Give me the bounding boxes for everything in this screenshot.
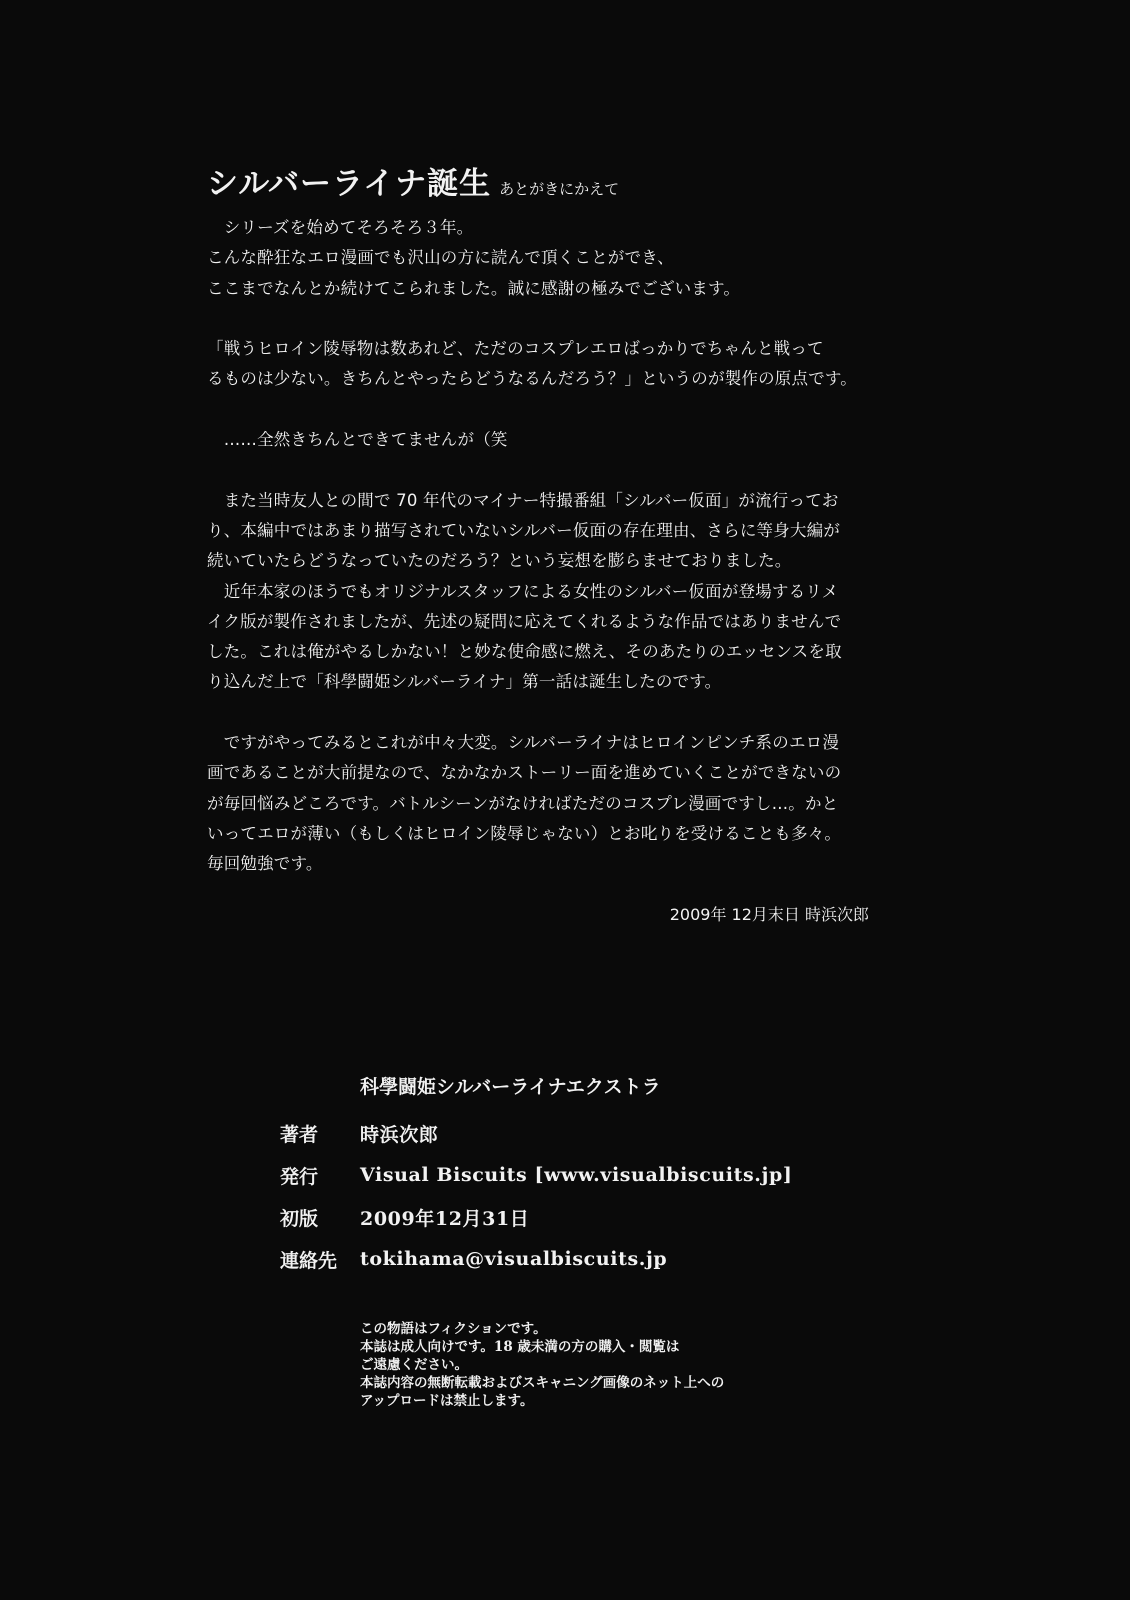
- colophon-value: Visual Biscuits [www.visualbiscuits.jp]: [360, 1164, 793, 1186]
- afterword-paragraph: [207, 425, 887, 455]
- colophon-value: 2009年12月31日: [360, 1207, 530, 1230]
- text-line: こんな酔狂なエロ漫画でも沢山の方に読んで頂くことができ、: [207, 248, 674, 268]
- afterword-section: [207, 158, 887, 925]
- text-line: いってエロが薄い（もしくはヒロイン陵辱じゃない）とお叱りを受けることも多々。: [207, 823, 842, 843]
- colophon-row-publisher: [280, 1154, 792, 1196]
- text-line: した。これは俺がやるしかない！と妙な使命感に燃え、そのあたりのエッセンスを取: [207, 642, 842, 662]
- notice-line: アップロードは禁止します。: [360, 1393, 534, 1409]
- afterword-paragraph: [207, 213, 887, 304]
- colophon-label: 著者: [280, 1123, 319, 1146]
- afterword-title: シルバーライナ誕生: [207, 166, 492, 202]
- notice-line: 本誌内容の無断転載およびスキャニング画像のネット上への: [360, 1375, 725, 1391]
- text-line: り、本編中ではあまり描写されていないシルバー仮面の存在理由、さらに等身大編が: [207, 520, 841, 540]
- colophon-book-title: 科學闘姫シルバーライナエクストラ: [360, 1076, 661, 1098]
- notice-line: ご遠慮ください。: [360, 1357, 468, 1373]
- colophon-label: 初版: [280, 1207, 319, 1230]
- colophon-row-contact: [280, 1238, 792, 1280]
- afterword-paragraph: [207, 486, 887, 698]
- text-line: 続いていたらどうなっていたのだろう？という妄想を膨らませておりました。: [207, 551, 792, 571]
- paragraph-gap: [207, 455, 887, 485]
- text-line: り込んだ上で「科學闘姫シルバーライナ」第一話は誕生したのです。: [207, 672, 722, 692]
- text-line: るものは少ない。きちんとやったらどうなるんだろう？」というのが製作の原点です。: [207, 369, 857, 389]
- text-line: ……全然きちんとできてませんが（笑: [207, 430, 508, 450]
- paragraph-gap: [207, 395, 887, 425]
- afterword-heading: [207, 158, 887, 203]
- text-line: イク版が製作されましたが、先述の疑問に応えてくれるような作品ではありませんで: [207, 611, 842, 631]
- afterword-subtitle: あとがきにかえて: [499, 180, 620, 198]
- text-line: ここまでなんとか続けてこられました。誠に感謝の極みでございます。: [207, 278, 741, 298]
- colophon-row-first-edition: [280, 1196, 792, 1238]
- colophon-label: 発行: [280, 1165, 319, 1188]
- colophon-label: 連絡先: [280, 1249, 338, 1272]
- colophon: [280, 1070, 792, 1280]
- colophon-value: 時浜次郎: [360, 1123, 439, 1146]
- text-line: ですがやってみるとこれが中々大変。シルバーライナはヒロインピンチ系のエロ漫: [207, 733, 840, 753]
- colophon-value: tokihama@visualbiscuits.jp: [360, 1248, 668, 1270]
- text-line: シリーズを始めてそろそろ３年。: [207, 218, 474, 237]
- afterword-signature: 2009年 12月末日 時浜次郎: [669, 904, 869, 924]
- afterword-paragraph: [207, 334, 887, 395]
- text-line: 「戦うヒロイン陵辱物は数あれど、ただのコスプレエロばっかりでちゃんと戦って: [207, 339, 824, 359]
- text-line: が毎回悩みどころです。バトルシーンがなければただのコスプレ漫画ですし…。かと: [207, 793, 839, 813]
- text-line: 画であることが大前提なので、なかなかストーリー面を進めていくことができないの: [207, 763, 842, 783]
- afterword-paragraph: [207, 728, 887, 879]
- notice-line: 本誌は成人向けです。18 歳未満の方の購入・閲覧は: [360, 1339, 680, 1355]
- paragraph-gap: [207, 304, 887, 334]
- paragraph-gap: [207, 698, 887, 728]
- text-line: また当時友人との間で 70 年代のマイナー特撮番組「シルバー仮面」が流行ってお: [207, 490, 839, 510]
- text-line: 近年本家のほうでもオリジナルスタッフによる女性のシルバー仮面が登場するリメ: [207, 581, 839, 601]
- legal-notice: [360, 1320, 724, 1410]
- text-line: 毎回勉強です。: [207, 854, 323, 874]
- colophon-row-author: [280, 1112, 792, 1154]
- notice-line: この物語はフィクションです。: [360, 1321, 547, 1337]
